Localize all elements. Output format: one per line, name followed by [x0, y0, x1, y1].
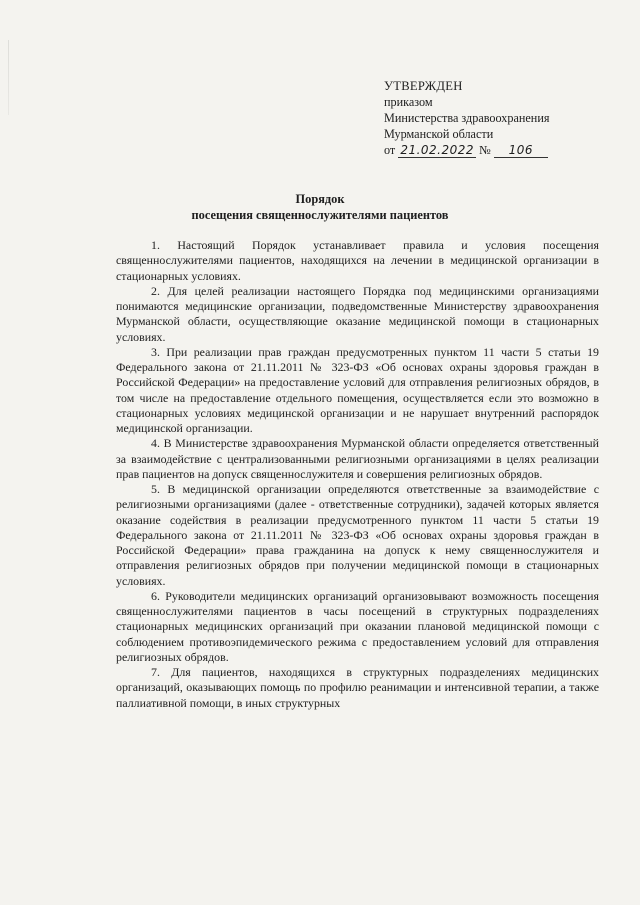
- paragraph-6: 6. Руководители медицинских организаций организовывают возможность посещения священнослужителями пациентов в часы посещений в структурных подразделениях стационарных медицинских организаций при оказании плановой медицинской помощи с соблюдением противоэпидемического режима с предоставлением условий для отправления религиозных обрядов.: [116, 588, 599, 664]
- title-line-2: посещения священнослужителями пациентов: [191, 208, 449, 222]
- approval-line-ministry: Министерства здравоохранения: [384, 111, 550, 125]
- approval-date-line: [384, 142, 614, 158]
- handwritten-number: 106: [494, 144, 548, 158]
- document-body: [116, 238, 599, 711]
- paragraph-5: 5. В медицинской организации определяются ответственные за взаимодействие с религиозными организациями (далее - ответственные сотрудники), задачей которых является оказание содействия в реализации предусмотренного пунктом 11 части 5 статьи 19 Федерального закона от 21.11.2011 № 323-ФЗ «Об основах охраны здоровья граждан в Российской Федерации» права гражданина на допуск к нему священнослужителя и отправления религиозных обрядов при получении медицинской помощи в стационарных условиях.: [116, 482, 599, 588]
- paragraph-1: 1. Настоящий Порядок устанавливает правила и условия посещения священнослужителями пациентов, находящихся на лечении в медицинской организации в стационарных условиях.: [116, 238, 599, 283]
- paragraph-3: 3. При реализации прав граждан предусмотренных пунктом 11 части 5 статьи 19 Федерального закона от 21.11.2011 № 323-ФЗ «Об основах охраны здоровья граждан в Российской Федерации» на предоставление условий для отправления религиозных обрядов, в том числе на предоставление отдельного помещения, осуществляется если это возможно в стационарных условиях медицинской организации и не нарушает внутренний распорядок медицинской организации.: [116, 344, 599, 435]
- document-title: [0, 191, 640, 223]
- approval-line-region: Мурманской области: [384, 127, 494, 141]
- approval-title: УТВЕРЖДЕН: [384, 79, 463, 93]
- approval-stamp-block: [384, 78, 614, 158]
- title-line-1: Порядок: [295, 192, 345, 206]
- paragraph-2: 2. Для целей реализации настоящего Порядка под медицинскими организациями понимаются медицинские организации, подведомственные Министерству здравоохранения Мурманской области, осуществляющие оказание медицинской помощи в стационарных условиях.: [116, 283, 599, 344]
- paragraph-4: 4. В Министерстве здравоохранения Мурманской области определяется ответственный за взаимодействие с централизованными религиозными организациями в целях реализации прав пациентов на допуск священнослужителя и совершения религиозных обрядов.: [116, 436, 599, 481]
- paragraph-7: 7. Для пациентов, находящихся в структурных подразделениях медицинских организаций, оказывающих помощь по профилю реанимации и интенсивной терапии, а также паллиативной помощи, в иных структурных: [116, 665, 599, 710]
- scan-edge-mark: [8, 40, 9, 115]
- handwritten-date: 21.02.2022: [400, 143, 475, 157]
- approval-line-order: приказом: [384, 95, 433, 109]
- number-prefix: №: [479, 143, 491, 157]
- date-prefix: от: [384, 143, 396, 157]
